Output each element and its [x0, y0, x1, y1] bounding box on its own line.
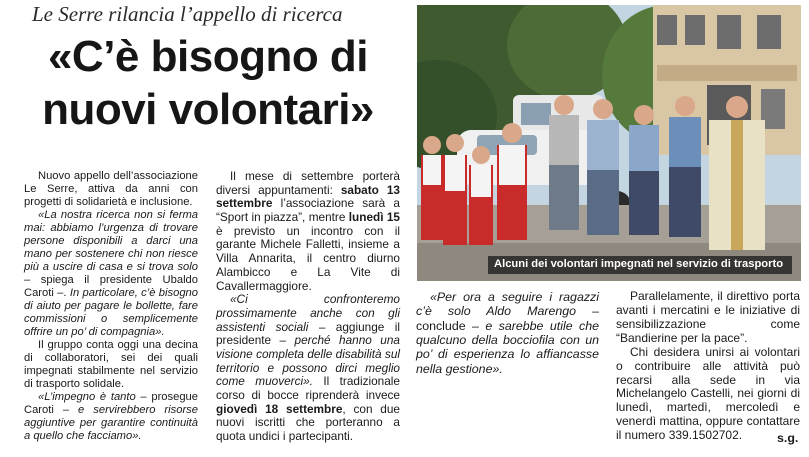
photo-caption: Alcuni dei volontari impegnati nel servizio di trasporto [494, 258, 784, 270]
article-column-4 [616, 290, 800, 443]
event-date-1: sabato 13 settembre [216, 182, 400, 211]
quote-text: «L’impegno è tanto [38, 390, 136, 403]
bocce-text: , con due nuovi iscritti che porteranno a quota undici i partecipanti. [216, 401, 400, 444]
paragraph-group: Il gruppo conta oggi una decina di collaboratori, sei dei quali impegnati stabilmente nel servizio di trasporto solidale. [24, 338, 198, 390]
headline-line-1: «C’è bisogno di [47, 32, 369, 81]
quote-text: «La nostra ricerca non si ferma mai: abbiamo l’urgenza di trovare persone disponibili a darci una mano per sostenere chi non riesce più a uscire di casa e si trova solo [24, 208, 198, 273]
paragraph-quote-3 [216, 293, 400, 444]
paragraph-quote-1 [24, 209, 198, 339]
paragraph-events [216, 170, 400, 293]
paragraph-quote-2 [24, 391, 198, 443]
article-column-1 [24, 170, 198, 443]
quote-text: perché hanno una visione completa delle disabilità sul territorio e possono dirci meglio come muoverci». [216, 333, 400, 389]
quote-text: e sarebbe utile che qualcuno della bocciofila con un po’ di esperienza lo affiancasse nella gestione». [416, 318, 599, 376]
paragraph-initiatives: Parallelamente, il direttivo porta avanti i mercatini e le iniziative di sensibilizzazione come “Bandierine per la pace”. [616, 289, 800, 345]
article-photo [417, 5, 801, 281]
quote-text: e servirebbero risorse aggiuntive per garantire continuità a quello che facciamo». [24, 403, 198, 442]
quote-text: «Per ora a seguire i ragazzi c’è solo Aldo Marengo [416, 290, 599, 319]
author-signature: s.g. [777, 431, 799, 445]
paragraph-contact: Chi desidera unirsi ai volontari o contribuire alle attività può recarsi alla sede in via Michelangelo Castelli, nei giorni di lunedì, martedì, mercoledì e venerdì mattina, oppure contattare il numero 339.1502702. [616, 344, 800, 443]
article-headline [6, 30, 410, 136]
paragraph-intro: Nuovo appello dell’associazione Le Serre, attiva da anni con progetti di solidarietà e inclusione. [24, 170, 198, 208]
attribution: – spiega il presidente Ubaldo Caroti –. [24, 273, 198, 299]
headline-line-2: nuovi volontari» [42, 85, 374, 134]
events-text: l’associazione sarà a “Sport in piazza”, mentre [216, 196, 400, 225]
event-date-2: lunedì 15 [348, 210, 400, 225]
paragraph-quote-4 [416, 290, 599, 376]
article-kicker: Le Serre rilancia l’appello di ricerca [32, 2, 343, 26]
attribution: – prosegue Caroti – [24, 390, 199, 416]
events-text: è previsto un incontro con il garante Michele Falletti, insieme a Villa Annarita, il centro diurno Alambicco e La Vite di Cavallermaggiore. [216, 223, 400, 293]
attribution: – conclude – [416, 304, 599, 333]
quote-text: «Ci confronteremo prossimamente anche con gli assistenti sociali [216, 292, 400, 334]
article-column-2 [216, 170, 400, 444]
bocce-text: Il tradizionale corso di bocce riprenderà invece [216, 374, 400, 402]
article-column-3 [416, 290, 599, 376]
quote-text: In particolare, c’è bisogno di aiuto per pagare le bollette, fare commissioni o semplicemente offrire un po’ di compagnia». [24, 286, 198, 338]
volunteers-photo-illustration [417, 5, 801, 281]
event-date-3: giovedì 18 settembre [216, 401, 343, 416]
events-text: Il mese di settembre porterà diversi appuntamenti: [216, 169, 400, 197]
attribution: – aggiunge il presidente – [216, 319, 401, 348]
